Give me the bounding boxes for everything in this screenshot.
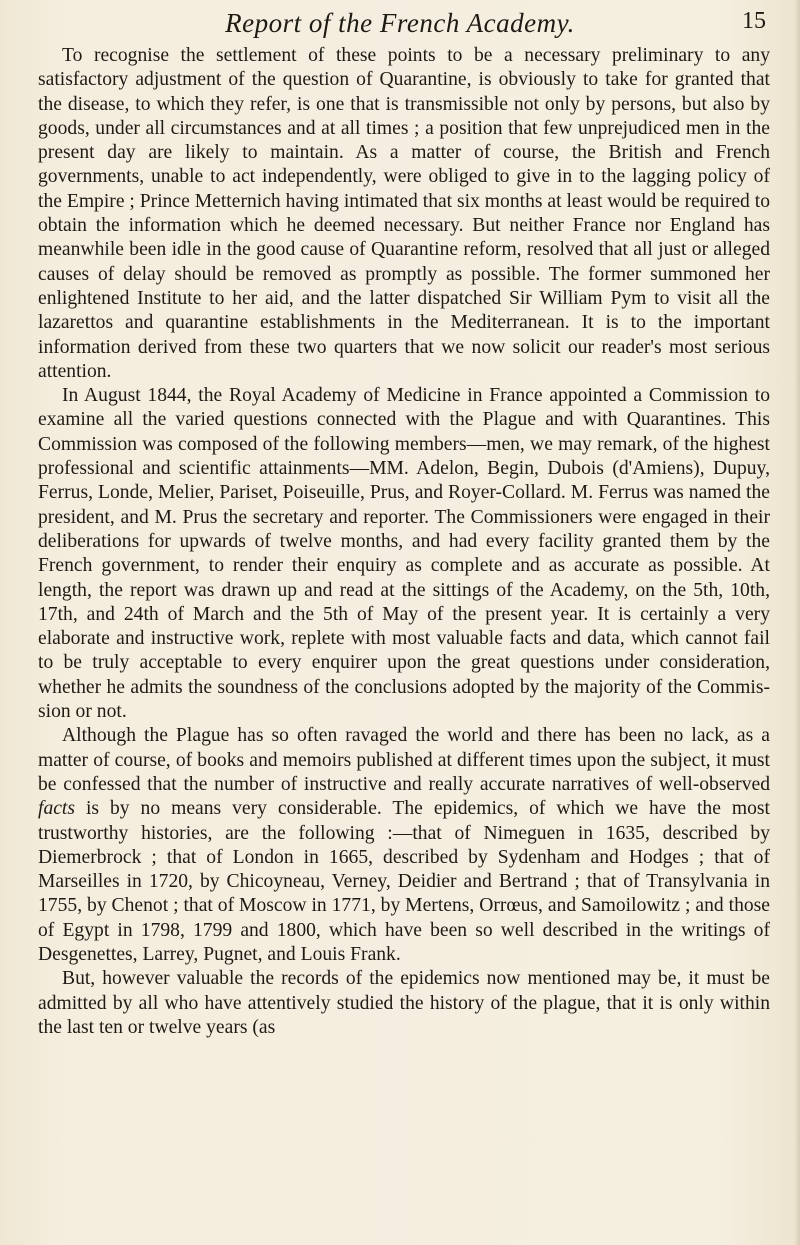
page-number: 15 bbox=[742, 8, 766, 34]
paragraph-text-segment: Although the Plague has so often ravaged the world and there has been no lack, as a matter of course, of books and memoirs published at different times upon the subject, it must be confessed that the number of instructive and really accurate narratives of well-observed bbox=[38, 725, 770, 795]
paragraph-text-segment: is by no means very considerable. The epidemics, of which we have the most trustworthy histories, are the following :—that of Nimeguen in 1635, described by Diemerbrock ; that of London in 1665, described by Sydenham and Hodges ; that of Marseilles in 1720, by Chicoyneau, Verney, Deidier and Bertrand ; that of Transylvania in 1755, by Chenot ; that of Moscow in 1771, by Mertens, Orrœus, and Samoilowitz ; and those of Egypt in 1798, 1799 and 1800, which have been so well described in the writings of Desgenettes, Larrey, Pugnet, and Louis Frank. bbox=[38, 798, 770, 965]
italic-emphasis: facts bbox=[38, 798, 76, 820]
paragraph-plague-epidemics bbox=[38, 724, 770, 967]
paragraph-epidemic-records: But, however valuable the records of the epidemics now mentioned may be, it must be admitted by all who have attentively studied the history of the plague, that it is only within the last ten or twelve years (as bbox=[38, 968, 770, 1038]
body-text bbox=[38, 44, 770, 1040]
paragraph-quarantine-settlement: To recognise the settlement of these points to be a necessary preliminary to any satisfactory adjustment of the question of Quarantine, is obviously to take for granted that the disease, to which they refer, is one that is transmissible not only by persons, but also by goods, under all circumstances and at all times ; a position that few unprejudiced men in the present day are likely to maintain. As a matter of course, the British and French governments, unable to act independently, were obliged to give in to the lagging policy of the Empire ; Prince Metternich having intimated that six months at least would be required to obtain the information which he deemed necessary. But neither France nor England has meanwhile been idle in the good cause of Quarantine reform, resolved that all just or alleged causes of delay should be removed as promptly as possible. The former summoned her enlightened Institute to her aid, and the latter dispatched Sir William Pym to visit all the lazarettos and quarantine establishments in the Mediterranean. It is to the important information derived from these two quarters that we now solicit our reader's most serious attention. bbox=[38, 45, 770, 382]
paragraph-royal-academy-commission: In August 1844, the Royal Academy of Medicine in France appointed a Commission to examine all the varied questions connected with the Plague and with Quarantines. This Commission was composed of the following members—men, we may remark, of the highest professional and scientific attainments—MM. Adelon, Begin, Dubois (d'Amiens), Dupuy, Ferrus, Londe, Melier, Pariset, Poiseuille, Prus, and Royer-Collard. M. Ferrus was named the president, and M. Prus the secretary and reporter. The Commissioners were engaged in their deliberations for upwards of twelve months, and had every facility granted them by the French government, to render their enquiry as complete and as accurate as possible. At length, the report was drawn up and read at the sittings of the Academy, on the 5th, 10th, 17th, and 24th of March and the 5th of May of the present year. It is certainly a very elaborate and instructive work, replete with most valuable facts and data, which cannot fail to be truly acceptable to every enquirer upon the great questions under consideration, whether he admits the soundness of the conclusions adopted by the majority of the Commission or not. bbox=[38, 385, 770, 723]
page-edge-shadow bbox=[794, 0, 800, 1245]
running-title: Report of the French Academy. bbox=[225, 8, 575, 38]
page-header bbox=[0, 6, 800, 40]
